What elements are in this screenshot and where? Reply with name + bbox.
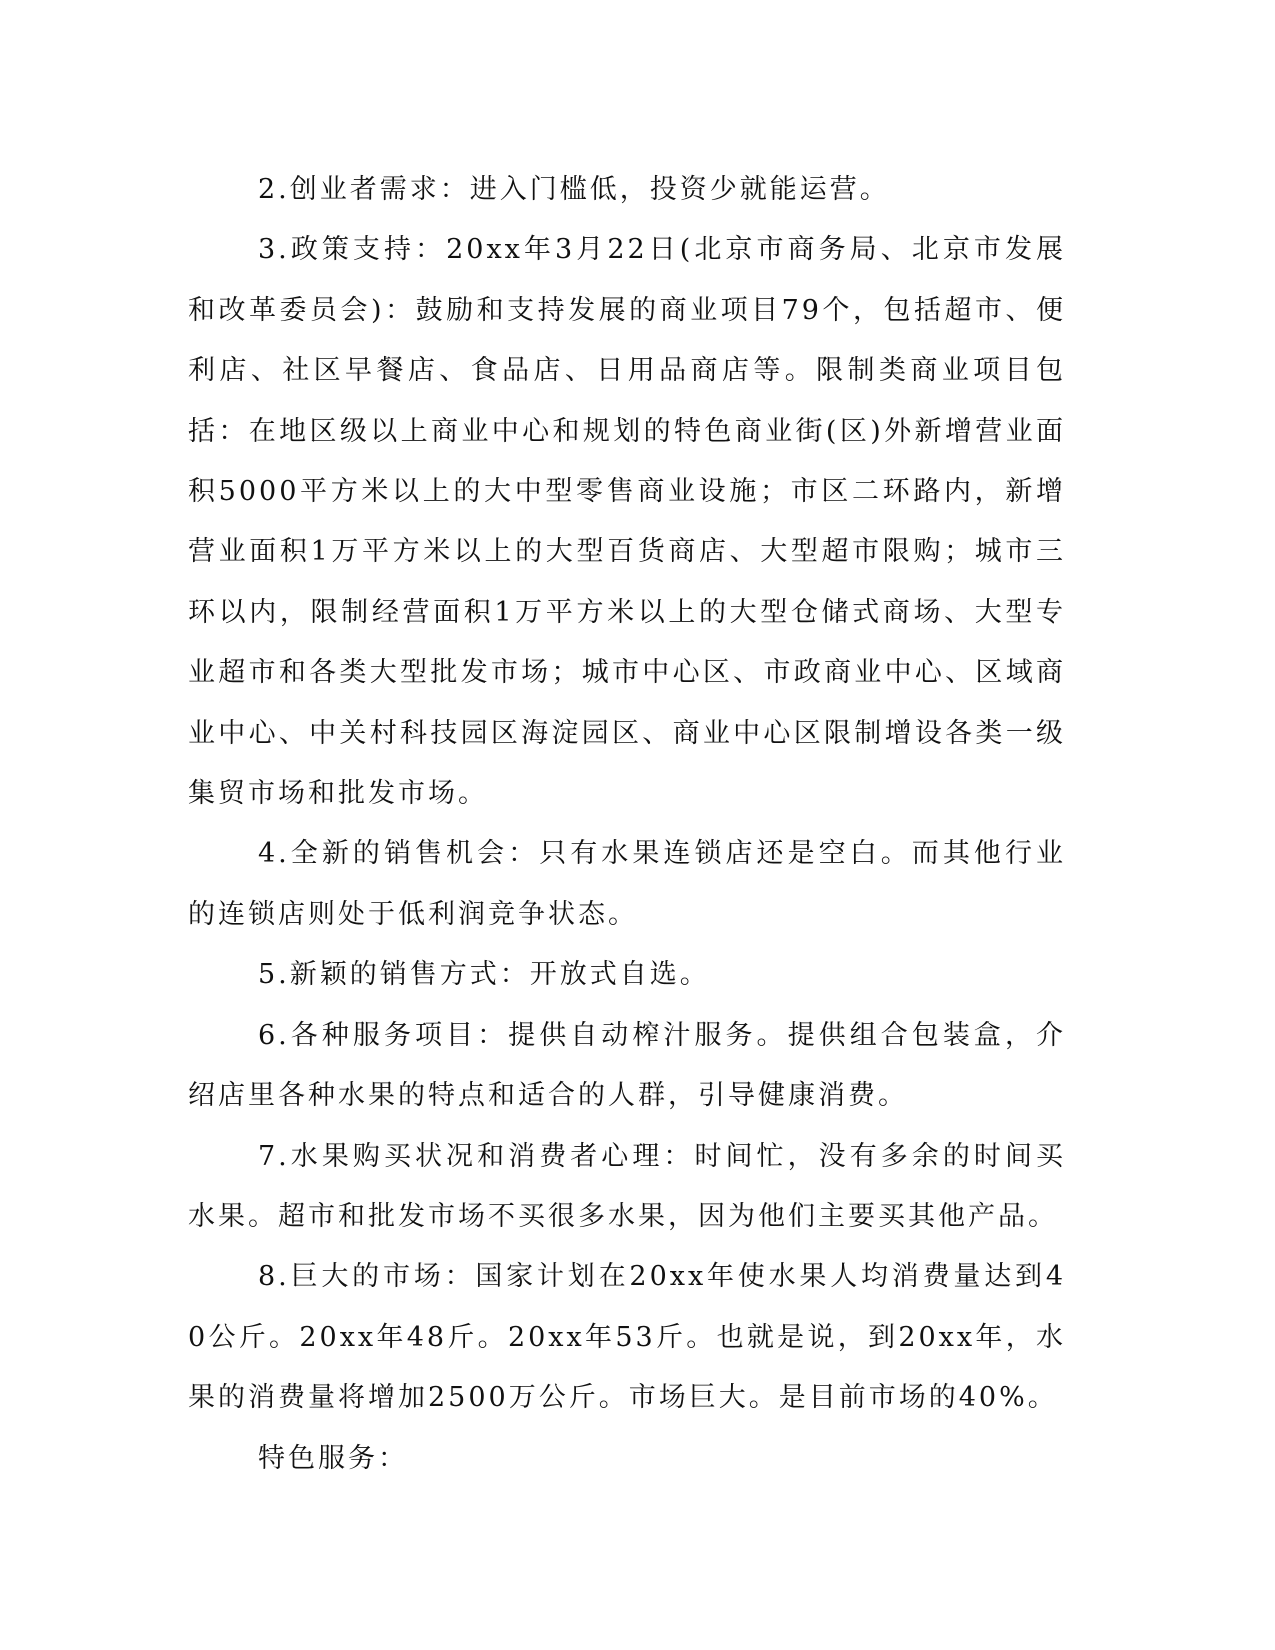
paragraph-sales-opportunity: 4.全新的销售机会：只有水果连锁店还是空白。而其他行业的连锁店则处于低利润竞争状态。 [188, 838, 1066, 930]
paragraph-market-size: 8.巨大的市场：国家计划在20xx年使水果人均消费量达到40公斤。20xx年48斤。20xx年53斤。也就是说，到20xx年，水果的消费量将增加2500万公斤。市场巨大。是目前市场的40%。 [188, 1261, 1066, 1414]
paragraph-sales-method: 5.新颖的销售方式：开放式自选。 [258, 959, 710, 991]
paragraph-entrepreneur-needs: 2.创业者需求：进入门槛低，投资少就能运营。 [258, 174, 890, 205]
paragraph-policy-support: 3.政策支持：20xx年3月22日(北京市商务局、北京市发展和改革委员会)：鼓励和支持发展的商业项目79个，包括超市、便利店、社区早餐店、食品店、日用品商店等。限制类商业项目包括：在地区级以上商业中心和规划的特色商业街(区)外新增营业面积5000平方米以上的大中型零售商业设施；市区二环路内，新增营业面积1万平方米以上的大型百货商店、大型超市限购；城市三环以内，限制经营面积1万平方米以上的大型仓储式商场、大型专业超市和各类大型批发市场；城市中心区、市政商业中心、区域商业中心、中关村科技园区海淀园区、商业中心区限制增设各类一级集贸市场和批发市场。 [188, 234, 1066, 810]
paragraph-featured-services: 特色服务： [258, 1442, 408, 1474]
document-body [188, 160, 1066, 1489]
paragraph-consumer-psychology: 7.水果购买状况和消费者心理：时间忙，没有多余的时间买水果。超市和批发市场不买很多水果，因为他们主要买其他产品。 [188, 1140, 1066, 1232]
paragraph-services: 6.各种服务项目：提供自动榨汁服务。提供组合包装盒，介绍店里各种水果的特点和适合的人群，引导健康消费。 [188, 1019, 1066, 1112]
